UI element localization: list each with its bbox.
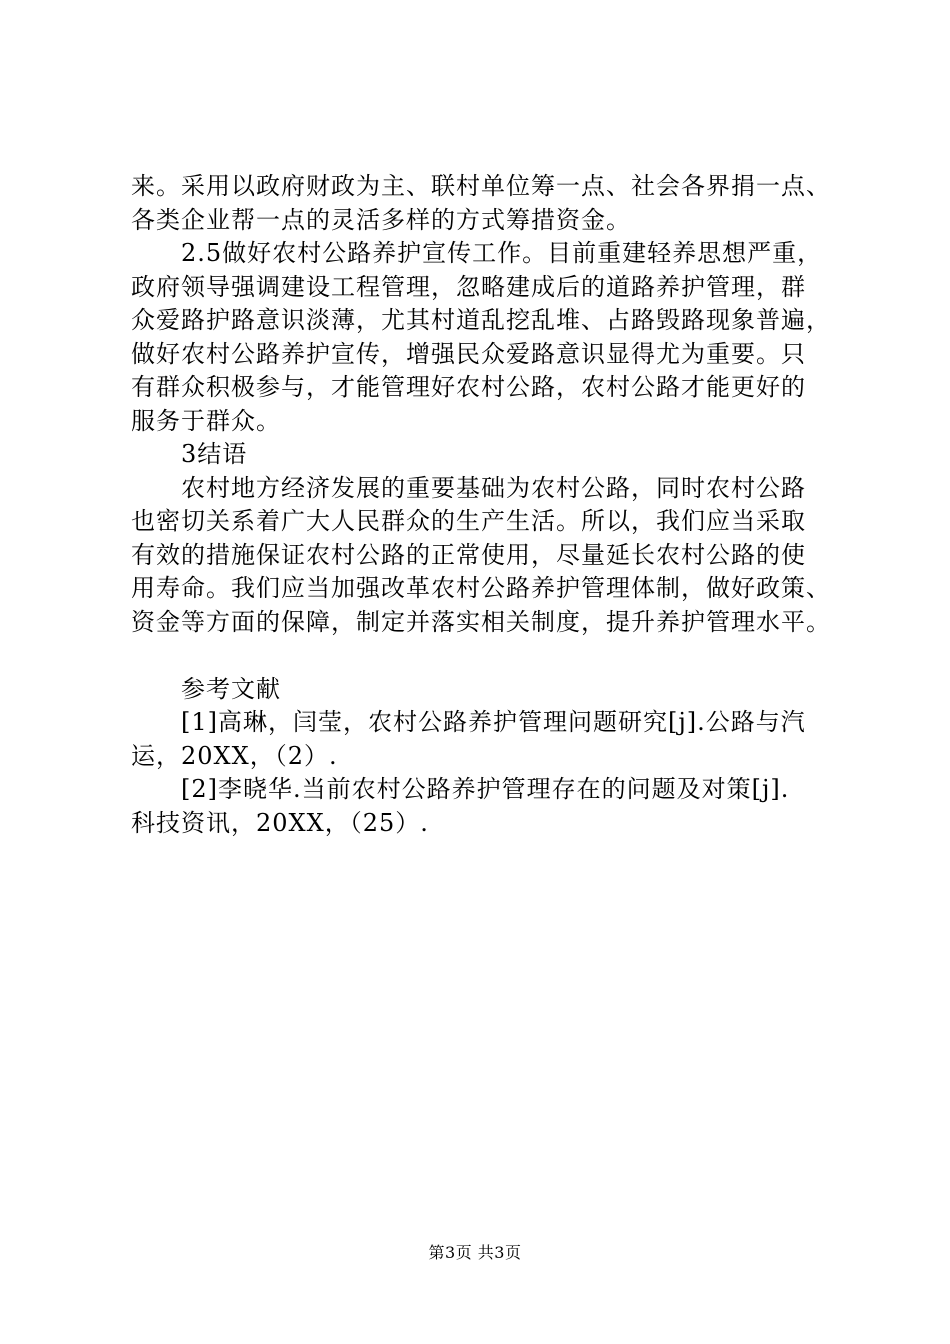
- section-2-5-line: 2.5做好农村公路养护宣传工作。目前重建轻养思想严重，: [181, 239, 823, 267]
- references-heading: 参考文献: [181, 674, 281, 703]
- reference-item-continuation: 科技资讯，20XX，（25）.: [131, 808, 429, 837]
- paragraph-line: 有效的措施保证农村公路的正常使用，尽量延长农村公路的使: [131, 540, 806, 569]
- paragraph-line: 众爱路护路意识淡薄，尤其村道乱挖乱堆、占路毁路现象普遍，: [131, 306, 831, 334]
- paragraph-line: 各类企业帮一点的灵活多样的方式筹措资金。: [131, 205, 631, 234]
- reference-item: [1]高琳，闫莹，农村公路养护管理问题研究[j].公路与汽: [181, 708, 806, 736]
- page-footer: [0, 1243, 950, 1263]
- paragraph-line: 服务于群众。: [131, 406, 281, 435]
- paragraph-line: 农村地方经济发展的重要基础为农村公路，同时农村公路: [181, 473, 806, 502]
- blank-line: [131, 639, 851, 673]
- document-body: [131, 170, 851, 840]
- paragraph-line: 也密切关系着广大人民群众的生产生活。所以，我们应当采取: [131, 507, 806, 535]
- paragraph-line: 政府领导强调建设工程管理，忽略建成后的道路养护管理，群: [131, 272, 806, 301]
- paragraph-line: 资金等方面的保障，制定并落实相关制度，提升养护管理水平。: [131, 607, 831, 636]
- paragraph-line: 来。采用以政府财政为主、联村单位筹一点、社会各界捐一点、: [131, 172, 831, 200]
- paragraph-line: 有群众积极参与，才能管理好农村公路，农村公路才能更好的: [131, 373, 806, 401]
- paragraph-line: 做好农村公路养护宣传，增强民众爱路意识显得尤为重要。只: [131, 339, 806, 368]
- reference-item-continuation: 运，20XX，（2）.: [131, 741, 338, 770]
- section-heading-conclusion: 3结语: [181, 440, 248, 468]
- page-number: 第3页 共3页: [428, 1243, 522, 1262]
- reference-item: [2]李晓华.当前农村公路养护管理存在的问题及对策[j].: [181, 775, 790, 803]
- paragraph-line: 用寿命。我们应当加强改革农村公路养护管理体制，做好政策、: [131, 574, 831, 602]
